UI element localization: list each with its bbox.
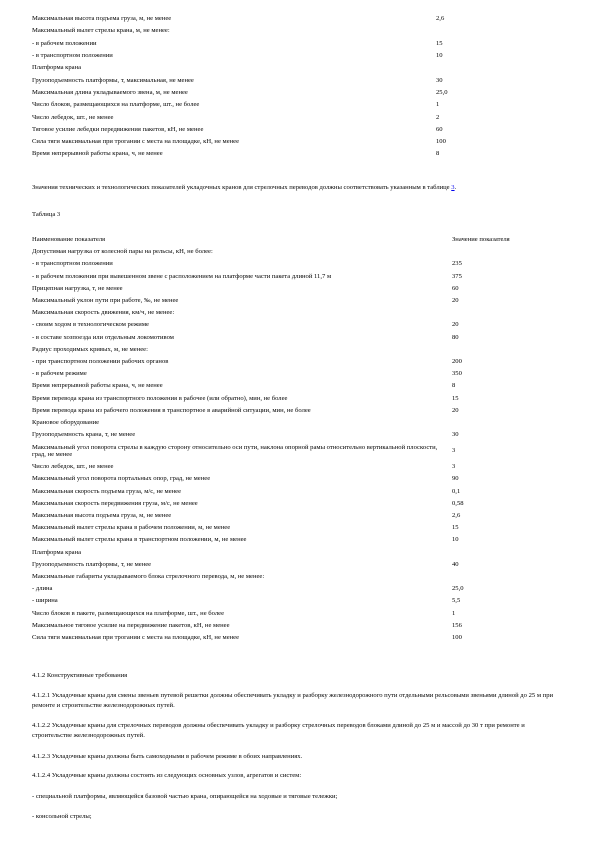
row-name: Максимальная скорость движения, км/ч, не менее:	[32, 309, 175, 317]
table-row	[32, 473, 552, 485]
row-name: Время перевода крана из рабочего положения в транспортное в аварийной ситуации, мин, не более	[32, 406, 311, 414]
table-row	[32, 595, 552, 607]
row-name: - в рабочем положении	[32, 39, 97, 47]
row-name: - в составе хозпоезда или отдельным локомотивом	[32, 333, 174, 341]
row-name: Число блоков в пакете, размещающихся на платформе, шт., не более	[32, 609, 224, 617]
row-name: Сила тяги максимальная при трогании с места на площадке, кН, не менее	[32, 138, 240, 146]
row-name: Максимальная скорость передвижения груза, м/с, не менее	[32, 499, 198, 507]
row-value	[452, 417, 552, 429]
row-name: Допустимая нагрузка от колесной пары на рельсы, кН, не более:	[32, 248, 213, 256]
row-value: 0,58	[452, 499, 464, 507]
row-value: 0,1	[452, 487, 461, 495]
row-value: 60	[452, 284, 459, 292]
row-value	[452, 571, 552, 583]
row-value	[452, 547, 552, 559]
table-row	[32, 307, 552, 319]
section-title: 4.1.2 Конструктивные требования	[32, 672, 128, 679]
table-row	[32, 405, 552, 417]
row-name: Максимальные габариты укладываемого блока стрелочного перевода, м, не менее:	[32, 572, 265, 580]
row-value: 20	[452, 321, 459, 329]
row-name: Радиус проходимых кривых, м, не менее:	[32, 345, 148, 353]
row-value: 1	[436, 101, 440, 109]
paragraph-4-1-2-4: 4.1.2.4 Укладочные краны должны состоять из следующих основных узлов, агрегатов и систем:	[32, 772, 302, 779]
table-row	[32, 583, 552, 595]
table-row	[32, 368, 552, 380]
row-name: Платформа крана	[32, 548, 82, 556]
row-name: Максимальная длина укладываемого звена, м, не менее	[32, 88, 188, 96]
row-name: Платформа крана	[32, 64, 82, 72]
intro-end: .	[454, 184, 457, 191]
table-row	[32, 571, 552, 583]
intro-paragraph	[32, 183, 562, 193]
row-value	[452, 307, 552, 319]
row-value: 90	[452, 475, 459, 483]
row-value: 8	[436, 150, 440, 158]
row-name: Максимальный уклон пути при работе, ‰, не менее	[32, 297, 179, 305]
row-name: Максимальная высота подъема груза, м, не менее	[32, 15, 172, 23]
row-value: 25,0	[452, 585, 464, 593]
table-row	[32, 319, 552, 331]
paragraph-4-1-2-2: 4.1.2.2 Укладочные краны для стрелочных переводов должны обеспечивать укладку и разборку стрелочных переводов блоками длиной до 25 м и массой до 30 т при ремонте и строительстве железнодорожных путей.	[32, 722, 525, 739]
table-row	[32, 356, 552, 368]
list-item-platform: - специальной платформы, являющейся базовой частью крана, опирающейся на ходовые и тяговые тележки;	[32, 793, 338, 800]
table-row	[32, 441, 552, 461]
table-row	[32, 283, 552, 295]
row-name: Максимальный вылет стрелы крана в транспортном положении, м, не менее	[32, 536, 247, 544]
row-value: 350	[452, 370, 462, 378]
row-name: Прицепная нагрузка, т, не менее	[32, 284, 123, 292]
row-value: 2,6	[436, 15, 445, 23]
table-row	[32, 62, 536, 74]
table-row	[32, 258, 552, 270]
row-value	[452, 246, 552, 258]
row-value: 80	[452, 333, 459, 341]
list-item-boom: - консольной стрелы;	[32, 813, 92, 820]
row-value: 25,0	[436, 88, 448, 96]
row-name: Время непрерывной работы крана, ч, не менее	[32, 382, 163, 390]
row-value: 1	[452, 609, 456, 617]
table-row	[32, 547, 552, 559]
table-row	[32, 332, 552, 344]
row-name: Максимальный угол поворота портальных опор, град, не менее	[32, 475, 211, 483]
row-value: 2,6	[452, 512, 461, 520]
row-name: - в транспортном положении	[32, 260, 113, 268]
table-row	[32, 429, 552, 441]
row-name: Грузоподъемность платформы, т, максимальная, не менее	[32, 76, 194, 84]
row-value: 3	[452, 463, 456, 471]
row-name: - своим ходом в технологическом режиме	[32, 321, 149, 329]
table-row	[32, 417, 552, 429]
row-value: 156	[452, 621, 462, 629]
table-row	[32, 13, 536, 25]
header-name: Наименование показателя	[32, 236, 106, 244]
row-value: 3	[452, 447, 456, 455]
row-value: 15	[436, 39, 443, 47]
row-name: Максимальный угол поворота стрелы в каждую сторону относительно оси пути, наклона опорной рамы относительно вертикальной плоскости, град, не менее	[32, 443, 438, 459]
row-name: Максимальное тяговое усилие на передвижение пакетов, кН, не менее	[32, 621, 230, 629]
row-name: Крановое оборудование	[32, 418, 100, 426]
intro-text: Значения технических и технологических показателей укладочных кранов для стрелочных переводов должны соответствовать указанным в таблице	[32, 184, 450, 191]
table-row	[32, 534, 552, 546]
table-row	[32, 486, 552, 498]
row-value: 200	[452, 357, 462, 365]
header-value: Значение показателя	[452, 236, 510, 244]
row-value: 375	[452, 272, 462, 280]
row-value: 15	[452, 524, 459, 532]
table-row	[32, 344, 552, 356]
row-name: Тяговое усилие лебедки передвижения пакетов, кН, не менее	[32, 125, 204, 133]
table-row	[32, 620, 552, 632]
table-row	[32, 461, 552, 473]
table-row	[32, 295, 552, 307]
table-row	[32, 38, 536, 50]
table-3-link[interactable]: 3	[451, 184, 455, 191]
table-row	[32, 136, 536, 148]
table-3	[32, 234, 552, 644]
row-value: 2	[436, 113, 440, 121]
row-name: - при транспортном положении рабочих органов	[32, 357, 169, 365]
row-name: Число лебедок, шт., не менее	[32, 113, 114, 121]
table-row	[32, 498, 552, 510]
row-name: Максимальный вылет стрелы крана, м, не менее:	[32, 27, 170, 35]
table-row	[32, 632, 552, 644]
table-row	[32, 246, 552, 258]
row-value: 15	[452, 394, 459, 402]
row-value: 100	[436, 138, 446, 146]
row-value	[436, 62, 536, 74]
row-name: - длина	[32, 585, 53, 593]
row-name: Максимальная скорость подъема груза, м/с, не менее	[32, 487, 182, 495]
row-value: 10	[452, 536, 459, 544]
table-row	[32, 50, 536, 62]
table-row	[32, 74, 536, 86]
row-name: Максимальная высота подъема груза, м, не менее	[32, 512, 172, 520]
row-value: 8	[452, 382, 456, 390]
paragraph-4-1-2-1: 4.1.2.1 Укладочные краны для смены звеньев путевой решетки должны обеспечивать укладку и разборку железнодорожного пути отдельными рельсовыми звеньями длиной до 25 м при ремонте и строительстве железнодорожных путей.	[32, 692, 554, 709]
table-header-row	[32, 234, 552, 246]
row-value: 60	[436, 125, 443, 133]
table-2-continuation	[32, 13, 536, 161]
paragraph-4-1-2-3: 4.1.2.3 Укладочные краны должны быть самоходными в рабочем режиме в обоих направлениях.	[32, 753, 303, 760]
row-name: - в рабочем режиме	[32, 370, 87, 378]
row-value: 30	[452, 431, 459, 439]
table-row	[32, 380, 552, 392]
row-value	[436, 25, 536, 37]
row-name: Грузоподъемность крана, т, не менее	[32, 431, 136, 439]
row-value: 10	[436, 52, 443, 60]
table-row	[32, 607, 552, 619]
row-name: Число блоков, размещающихся на платформе, шт., не более	[32, 101, 200, 109]
table-row	[32, 522, 552, 534]
table-row	[32, 124, 536, 136]
table-3-caption: Таблица 3	[32, 211, 61, 218]
row-value: 30	[436, 76, 443, 84]
table-row	[32, 87, 536, 99]
row-name: - в транспортном положении	[32, 52, 113, 60]
row-value: 20	[452, 297, 459, 305]
row-name: - в рабочем положении при вывешенном звене с расположением на платформе части пакета длиной 11,7 м	[32, 272, 332, 280]
row-name: Грузоподъемность платформы, т, не менее	[32, 560, 152, 568]
row-name: Сила тяги максимальная при трогании с места на площадке, кН, не менее	[32, 633, 240, 641]
row-value: 5,5	[452, 597, 461, 605]
table-row	[32, 25, 536, 37]
row-value: 40	[452, 560, 459, 568]
row-value: 100	[452, 633, 462, 641]
table-row	[32, 111, 536, 123]
table-row	[32, 148, 536, 160]
table-row	[32, 392, 552, 404]
row-value	[452, 344, 552, 356]
row-name: - ширина	[32, 597, 58, 605]
table-row	[32, 510, 552, 522]
row-name: Время перевода крана из транспортного положения в рабочее (или обратно), мин, не более	[32, 394, 288, 402]
row-value: 20	[452, 406, 459, 414]
row-name: Максимальный вылет стрелы крана в рабочем положении, м, не менее	[32, 524, 231, 532]
row-name: Число лебедок, шт., не менее	[32, 463, 114, 471]
table-row	[32, 271, 552, 283]
row-value: 235	[452, 260, 462, 268]
table-row	[32, 559, 552, 571]
table-row	[32, 99, 536, 111]
row-name: Время непрерывной работы крана, ч, не менее	[32, 150, 163, 158]
